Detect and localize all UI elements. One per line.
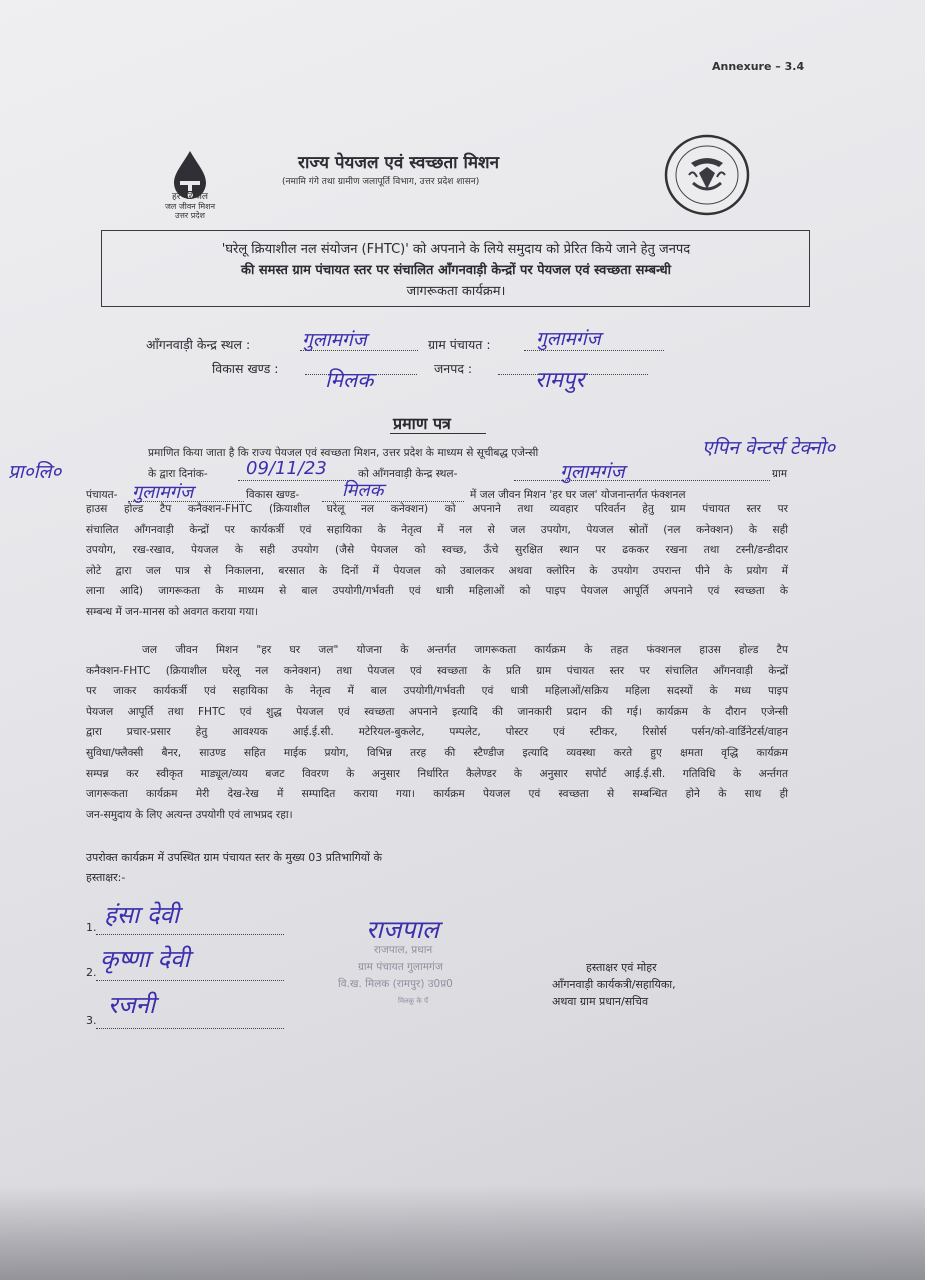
para1-line3-b: विकास खण्ड- xyxy=(246,489,300,501)
agency-name-handwritten: एपिन वेन्टर्स टेक्नो० xyxy=(702,437,836,459)
para2-line: जल जीवन मिशन "हर घर जल" योजना के अन्तर्गत जागरूकता कार्यक्रम के तहत फंक्शनल हाउस होल्ड टैप xyxy=(142,644,788,656)
participant-line xyxy=(96,1028,284,1029)
para1-line: लाना आदि) जागरूकता के माध्यम से बाल उपयोगी/गर्भवती एवं धात्री महिलाओं को पाइप पेयजल आपूर्ति अपनाने एवं स्वच्छता के xyxy=(86,585,788,598)
para1-line3-a: पंचायत- xyxy=(86,489,118,501)
para2-line: पर जाकर कार्यकर्त्री एवं सहायिका के नेतृत्व में बाल उपयोगी/गर्भवती एवं धात्री महिलाओं/सक्रिय महिला सदस्यों के मध्य पाइप xyxy=(86,685,788,698)
para2-line: सम्पन्न कर स्वीकृत माड्यूल/व्यय बजट विवरण के अनुसार निर्धारित कैलेण्डर के अनुसार सपोर्ट आई.ई.सी. गतिविधि के अर्न्तगत xyxy=(86,767,788,780)
para1-line1: प्रमाणित किया जाता है कि राज्य पेयजल एवं स्वच्छता मिशन, उत्तर प्रदेश के माध्यम से सूचीबद्ध एजेन्सी xyxy=(148,447,539,459)
stamp-line: वि.ख. मिलक (रामपुर) उ0प्र0 xyxy=(338,978,453,990)
gram-panchayat-label: ग्राम पंचायत : xyxy=(428,337,491,352)
stamp-line: मिलक़ू के पँ xyxy=(398,997,428,1005)
para2-line: कनैक्शन-FHTC (क्रियाशील घरेलू नल कनेक्शन) तथा पेयजल एवं स्वच्छता के प्रति ग्राम पंचायत स्तर पर संचालित आँगनवाड़ी केन्द्रों xyxy=(86,664,788,677)
signature-caption-1: हस्ताक्षर एवं मोहर xyxy=(586,961,657,974)
janpad-label: जनपद : xyxy=(434,361,473,376)
stamp-line: ग्राम पंचायत गुलामगंज xyxy=(358,961,443,973)
participant-line xyxy=(96,980,284,981)
participant-number: 1. xyxy=(86,921,97,934)
place-handwritten: गुलामगंज xyxy=(560,461,625,483)
pradhan-stamp xyxy=(338,942,453,1010)
logo-caption-3: उत्तर प्रदेश xyxy=(175,211,205,220)
program-title-line: जागरूकता कार्यक्रम। xyxy=(406,284,506,299)
certificate-title: प्रमाण पत्र xyxy=(393,414,451,433)
vikas-khand-value: मिलक xyxy=(325,368,374,392)
para1-line2-a: के द्वारा दिनांक- xyxy=(148,468,208,480)
vikas-khand-label: विकास खण्ड : xyxy=(212,361,279,376)
logo-caption-1: हर घर जल xyxy=(172,192,208,202)
participant-signature: कृष्णा देवी xyxy=(100,945,190,973)
signature-caption-2: आँगनवाड़ी कार्यकत्री/सहायिका, xyxy=(552,978,676,991)
pradhan-signature: राजपाल xyxy=(366,915,439,944)
para1-line: उपयोग, रख-रखाव, पेयजल के सही उपयोग (जैसे पेयजल को स्वच्छ, ऊँचे सुरक्षित स्थान पर ढककर रखना तथा टस्नी/डन्डीदार xyxy=(86,544,788,557)
para2-line: द्वारा प्रचार-प्रसार हेतु आवश्यक आई.ई.सी. मटेरियल-बुकलेट, पम्पलेट, पोस्टर एवं स्टीकर, रिसोर्स पर्सन/को-वार्डिनेटर्स/वाहन xyxy=(86,726,788,739)
signature-caption-3: अथवा ग्राम प्रधान/सचिव xyxy=(552,995,649,1008)
para1-line2-c: ग्राम xyxy=(772,468,788,480)
header-subtitle: (नमामि गंगे तथा ग्रामीण जलापूर्ति विभाग, उत्तर प्रदेश शासन) xyxy=(282,177,480,187)
para1-line3-c: में जल जीवन मिशन 'हर घर जल' योजनान्तर्गत फंक्शनल xyxy=(470,489,686,501)
para2-line: सुविधा/फ्लैक्सी बैनर, साउण्ड सहित माईक प्रयोग, विभिन्न तरह की स्टैण्डीज इत्यादि व्यवस्था करते हुए क्षमता वृद्धि कार्यक्रम xyxy=(86,746,788,759)
up-government-emblem xyxy=(663,133,751,217)
para2-line: जन-समुदाय के लिए अत्यन्त उपयोगी एवं लाभप्रद रहा। xyxy=(86,808,293,821)
para1-line2-b: को आँगनवाड़ी केन्द्र स्थल- xyxy=(358,468,458,480)
certificate-title-underline xyxy=(390,433,486,434)
para2-body xyxy=(86,640,788,825)
place-line xyxy=(514,480,770,481)
participant-signature: रजनी xyxy=(108,991,156,1019)
para1-line: सम्बन्ध में जन-मानस को अवगत कराया गया। xyxy=(86,605,259,618)
logo-caption xyxy=(150,193,230,220)
participants-intro-1: उपरोक्त कार्यक्रम में उपस्थित ग्राम पंचायत स्तर के मुख्य 03 प्रतिभागियों के xyxy=(86,851,382,864)
participant-line xyxy=(96,934,284,935)
para1-line: हाउस होल्ड टैप कनैक्शन-FHTC (क्रियाशील घरेलू नल कनेक्शन) को अपनाने तथा व्यवहार परिवर्तन हेतु ग्राम पंचायत स्तर पर xyxy=(86,503,788,515)
page-shadow xyxy=(0,1185,925,1280)
logo-caption-2: जल जीवन मिशन xyxy=(164,202,216,211)
gram-panchayat-value: गुलामगंज xyxy=(536,328,601,350)
participants-intro-2: हस्ताक्षर:- xyxy=(86,871,126,884)
para2-line: जागरूकता कार्यक्रम मेरी देख-रेख में सम्पादित कराया गया। कार्यक्रम पेयजल एवं स्वच्छता से सम्बन्धित होने के साथ ही xyxy=(86,788,788,801)
header-title: राज्य पेयजल एवं स्वच्छता मिशन xyxy=(298,153,500,173)
para1-body xyxy=(86,499,788,623)
program-title-line: 'घरेलू क्रियाशील नल संयोजन (FHTC)' को अपनाने के लिये समुदाय को प्रेरित किये जाने हेतु जनपद xyxy=(221,242,691,257)
program-title-line: की समस्त ग्राम पंचायत स्तर पर संचालित आँगनवाड़ी केन्द्रों पर पेयजल एवं स्वच्छता सम्बन्धी xyxy=(241,263,671,278)
anganwadi-value: गुलामगंज xyxy=(302,329,367,351)
gp-handwritten: गुलामगंज xyxy=(132,482,194,503)
participant-number: 3. xyxy=(86,1014,97,1027)
date-line xyxy=(238,480,354,481)
annexure-label: Annexure – 3.4 xyxy=(712,60,805,73)
anganwadi-label: आँगनवाड़ी केन्द्र स्थल : xyxy=(146,337,251,352)
program-title xyxy=(112,239,800,302)
signature-caption xyxy=(552,959,676,1010)
block-handwritten: मिलक xyxy=(342,480,384,501)
participant-signature: हंसा देवी xyxy=(104,901,180,929)
janpad-value: रामपुर xyxy=(535,368,585,393)
agency-suffix-handwritten: प्रा०लि० xyxy=(8,461,62,483)
para1-line: लोटे द्वारा जल पात्र से निकालना, बरसात के दिनों में पेयजल को उबालकर अथवा क्लोरिन के उपयोग उपरान्त पीने के प्रयोग में xyxy=(86,564,788,577)
para2-line: पेयजल आपूर्ति तथा FHTC एवं शुद्ध पेयजल एवं स्वच्छता अपनाने इत्यादि की जानकारी प्रदान की गई। कार्यक्रम के दौरान एजेन्सी xyxy=(86,705,788,718)
participant-number: 2. xyxy=(86,966,97,979)
date-handwritten: 09/11/23 xyxy=(246,458,327,479)
stamp-line: राजपाल, प्रधान xyxy=(374,944,433,956)
para1-line: संचालित आँगनवाड़ी केन्द्रों पर कार्यकर्त्री एवं सहायिका के नेतृत्व में नल से जल उपयोग, पेयजल स्रोतों (नल कनेक्शन) के सही xyxy=(86,523,788,536)
